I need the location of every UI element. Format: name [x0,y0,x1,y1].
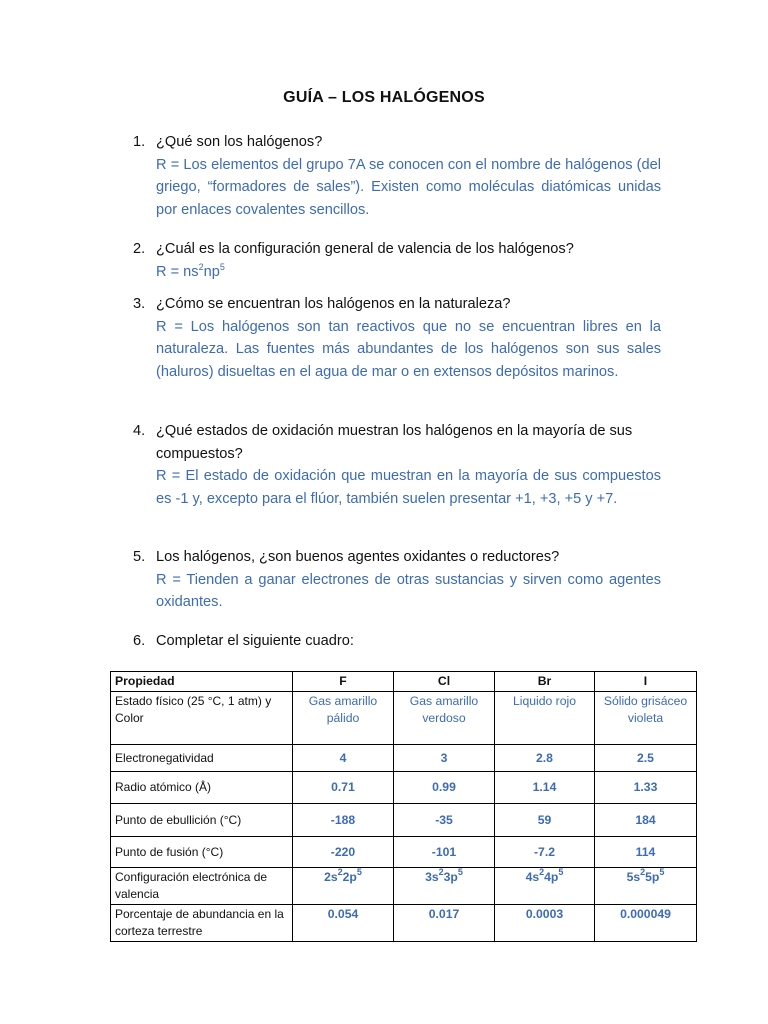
question-5 [133,546,661,614]
value-cell: 0.017 [394,905,495,942]
value-cell: $5s^25p^5$ [595,868,697,905]
value-cell: 0.000049 [595,905,697,942]
table-row [111,905,697,942]
property-cell: Radio atómico (Å) [111,772,293,804]
value-cell: 1.14 [495,772,595,804]
question-text: ¿Qué estados de oxidación muestran los halógenos en la mayoría de sus compuestos? [156,423,633,462]
table-row [111,772,697,804]
table-row [111,837,697,868]
value-cell: $3s^23p^5$ [394,868,495,905]
question-6 [133,630,661,653]
value-cell: -35 [394,804,495,837]
value-cell: 1.33 [595,772,697,804]
value-cell: Gas amarillo verdoso [394,692,495,745]
table-row [111,804,697,837]
question-number: 2. [133,241,146,257]
value-cell: 114 [595,837,697,868]
value-cell: $4s^24p^5$ [495,868,595,905]
table-header-row [111,672,697,692]
question-text: ¿Cómo se encuentran los halógenos en la naturaleza? [156,296,511,312]
question-text: Los halógenos, ¿son buenos agentes oxidantes o reductores? [156,549,560,565]
value-cell: $2s^22p^5$ [293,868,394,905]
header-cell: F [293,672,394,692]
value-cell: 0.71 [293,772,394,804]
answer-text: $R = ns^2np^5$ [156,261,225,280]
property-cell: Punto de ebullición (°C) [111,804,293,837]
value-cell: -101 [394,837,495,868]
question-4 [133,420,661,510]
value-cell: 59 [495,804,595,837]
header-cell: Br [495,672,595,692]
value-cell: -7.2 [495,837,595,868]
page-title: GUÍA – LOS HALÓGENOS [283,89,485,106]
value-cell: 184 [595,804,697,837]
question-2 [133,238,661,283]
value-cell: Gas amarillo pálido [293,692,394,745]
property-cell: Configuración electrónica de valencia [111,868,293,905]
value-cell: 0.0003 [495,905,595,942]
table-row [111,868,697,905]
question-1 [133,131,661,221]
question-text: ¿Cuál es la configuración general de valencia de los halógenos? [156,241,574,257]
header-cell: Cl [394,672,495,692]
value-cell: 2.8 [495,745,595,772]
answer-text: R = Los elementos del grupo 7A se conocen con el nombre de halógenos (del griego, “formadores de sales”). Existen como moléculas diatómicas unidas por enlaces covalentes sencillos. [156,156,661,218]
value-cell: 4 [293,745,394,772]
question-number: 6. [133,633,146,649]
property-cell: Estado físico (25 °C, 1 atm) y Color [111,692,293,745]
value-cell: -188 [293,804,394,837]
question-number: 5. [133,549,146,565]
table-row [111,745,697,772]
question-number: 3. [133,296,146,312]
property-cell: Punto de fusión (°C) [111,837,293,868]
value-cell: 0.99 [394,772,495,804]
question-3 [133,293,661,383]
answer-text: R = El estado de oxidación que muestran en la mayoría de sus compuestos es -1 y, excepto para el flúor, también suelen presentar +1, +3, +5 y +7. [156,468,661,507]
value-cell: Liquido rojo [495,692,595,745]
question-text: ¿Qué son los halógenos? [156,134,323,150]
value-cell: 2.5 [595,745,697,772]
header-cell: I [595,672,697,692]
value-cell: -220 [293,837,394,868]
table-row [111,692,697,745]
answer-text: R = Los halógenos son tan reactivos que no se encuentran libres en la naturaleza. Las fuentes más abundantes de los halógenos son sus sales (haluros) disueltas en el agua de mar o en extensos depósitos marinos. [156,318,661,380]
property-cell: Porcentaje de abundancia en la corteza terrestre [111,905,293,942]
value-cell: Sólido grisáceo violeta [595,692,697,745]
value-cell: 0.054 [293,905,394,942]
value-cell: 3 [394,745,495,772]
question-number: 4. [133,423,146,439]
question-text: Completar el siguiente cuadro: [156,633,354,649]
answer-text: R = Tienden a ganar electrones de otras sustancias y sirven como agentes oxidantes. [156,571,661,610]
property-cell: Electronegatividad [111,745,293,772]
header-cell: Propiedad [111,672,293,692]
question-number: 1. [133,134,146,150]
halogen-properties-table [110,671,697,942]
